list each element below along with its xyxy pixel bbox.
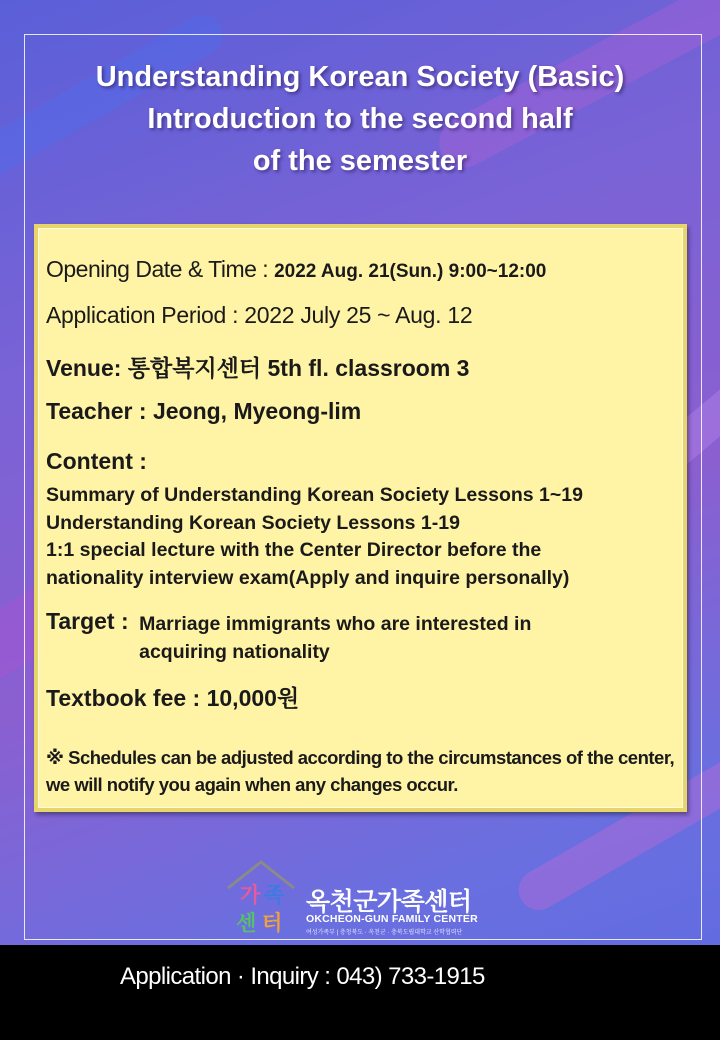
svg-text:터: 터 bbox=[262, 911, 283, 935]
title-line-2: Introduction to the second half bbox=[147, 103, 573, 135]
notice-text: ※ Schedules can be adjusted according to the circumstances of the center, we will notify you again when any changes occur. bbox=[46, 747, 675, 795]
textbook-row: Textbook fee : 10,000원 bbox=[46, 685, 300, 711]
opening-row bbox=[46, 256, 546, 283]
target-row bbox=[46, 608, 531, 666]
target-line-2: acquiring nationality bbox=[139, 641, 330, 663]
content-line: 1:1 special lecture with the Center Director before the bbox=[46, 539, 542, 561]
content-line: nationality interview exam(Apply and inquire personally) bbox=[46, 566, 570, 589]
target-label: Target : bbox=[46, 608, 129, 634]
content-list bbox=[46, 482, 583, 592]
family-center-logo-icon bbox=[226, 858, 296, 938]
center-english-name: OKCHEON-GUN FAMILY CENTER bbox=[306, 913, 478, 925]
application-label: Application Period : bbox=[46, 302, 245, 328]
venue-row: Venue: 통합복지센터 5th fl. classroom 3 bbox=[46, 355, 470, 381]
center-sponsors: 여성가족부 | 충청북도 · 옥천군 · 충북도립대학교 산학협력단 bbox=[306, 930, 463, 936]
svg-text:가: 가 bbox=[240, 883, 261, 907]
target-text bbox=[139, 608, 531, 666]
content-line: Understanding Korean Society Lessons 1-19 bbox=[46, 511, 460, 534]
application-value: 2022 July 25 ~ Aug. 12 bbox=[244, 302, 473, 328]
footer-bar bbox=[0, 945, 720, 1040]
content-label: Content : bbox=[46, 448, 147, 474]
center-logo bbox=[226, 858, 496, 940]
page-title bbox=[0, 56, 720, 182]
center-name: 옥천군가족센터 bbox=[306, 888, 472, 916]
title-line-3: of the semester bbox=[252, 145, 468, 177]
application-row bbox=[46, 302, 472, 329]
svg-text:센: 센 bbox=[236, 911, 257, 935]
details-card bbox=[34, 224, 687, 812]
opening-value: 2022 Aug. 21(Sun.) 9:00~12:00 bbox=[274, 261, 547, 282]
content-line: Summary of Understanding Korean Society Lessons 1~19 bbox=[46, 484, 583, 506]
teacher-row: Teacher : Jeong, Myeong-lim bbox=[46, 398, 362, 424]
contact-info: Application · Inquiry : 043) 733-1915 bbox=[120, 963, 485, 990]
target-line-1: Marriage immigrants who are interested in bbox=[139, 613, 532, 635]
svg-text:족: 족 bbox=[264, 883, 285, 907]
opening-label: Opening Date & Time : bbox=[46, 256, 275, 282]
title-line-1: Understanding Korean Society (Basic) bbox=[95, 61, 625, 93]
